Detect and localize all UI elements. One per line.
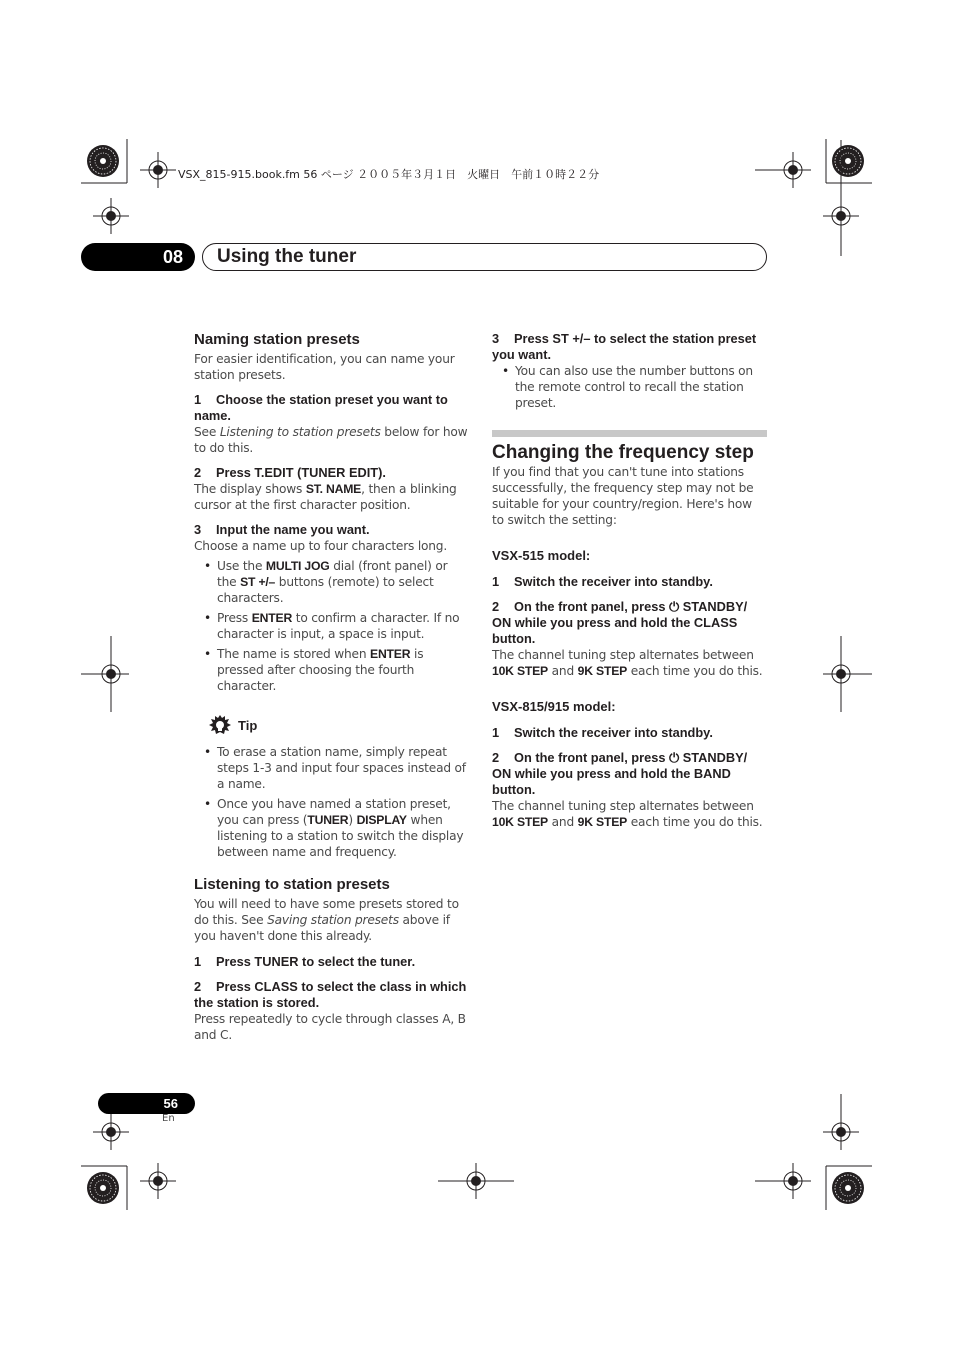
power-icon: ⏻ xyxy=(669,599,683,614)
model-815-heading: VSX-815/915 model: xyxy=(492,699,616,714)
chapter-title: Using the tuner xyxy=(202,243,767,271)
naming-bullets xyxy=(194,558,468,694)
tip-lightbulb-icon xyxy=(208,714,232,738)
list-item: • Use the MULTI JOG dial (front panel) or the ST +/– buttons (remote) to select characters. xyxy=(194,558,468,606)
listening-step-2-body: Press repeatedly to cycle through classes A, B and C. xyxy=(194,1012,466,1042)
model-815-step-2: 2 On the front panel, press ⏻ STANDBY/ ON while you press and hold the BAND button. xyxy=(492,750,748,797)
naming-intro: For easier identification, you can name your station presets. xyxy=(194,352,455,382)
preset-step-3: 3 Press ST +/– to select the station preset you want. xyxy=(492,331,757,362)
model-815-step-2-body: The channel tuning step alternates between 10K STEP and 9K STEP each time you do this. xyxy=(492,799,763,829)
section-rule xyxy=(492,430,767,437)
list-item: • The name is stored when ENTER is pressed after choosing the fourth character. xyxy=(194,646,468,694)
preset-step-3-bullets xyxy=(492,363,766,411)
naming-step-3: 3 Input the name you want. xyxy=(194,522,370,537)
section-heading-naming: Naming station presets xyxy=(194,331,360,348)
print-header: VSX_815-915.book.fm 56 ページ ２００５年３月１日 火曜日 午前１０時２２分 xyxy=(178,168,600,181)
right-column xyxy=(492,331,766,830)
section-heading-listening: Listening to station presets xyxy=(194,876,390,893)
naming-step-2: 2 Press T.EDIT (TUNER EDIT). xyxy=(194,465,386,480)
listening-step-1: 1 Press TUNER to select the tuner. xyxy=(194,954,416,969)
naming-step-3-body: Choose a name up to four characters long. xyxy=(194,539,448,553)
page-number: 56 xyxy=(98,1093,195,1114)
star-target-icon xyxy=(832,145,864,177)
naming-step-1-body: See Listening to station presets below for how to do this. xyxy=(194,425,468,455)
model-515-step-2-body: The channel tuning step alternates between 10K STEP and 9K STEP each time you do this. xyxy=(492,648,763,678)
listening-intro: You will need to have some presets stored to do this. See Saving station presets above if you haven't done this already. xyxy=(194,897,459,943)
power-icon: ⏻ xyxy=(669,750,683,765)
star-target-icon xyxy=(87,1172,119,1204)
list-item: • To erase a station name, simply repeat steps 1-3 and input four spaces instead of a name. xyxy=(194,744,468,792)
model-815-step-1: 1 Switch the receiver into standby. xyxy=(492,725,713,740)
chapter-number: 08 xyxy=(81,243,195,271)
tip-header xyxy=(194,714,468,738)
left-column xyxy=(194,331,468,1043)
model-515-step-2: 2 On the front panel, press ⏻ STANDBY/ ON while you press and hold the CLASS button. xyxy=(492,599,748,646)
listening-step-2: 2 Press CLASS to select the class in which the station is stored. xyxy=(194,979,467,1010)
list-item: • Once you have named a station preset, you can press (TUNER) DISPLAY when listening to a station to switch the display between name and frequency. xyxy=(194,796,468,860)
tip-bullets xyxy=(194,744,468,860)
naming-step-2-body: The display shows ST. NAME, then a blinking cursor at the first character position. xyxy=(194,482,457,512)
model-515-step-1: 1 Switch the receiver into standby. xyxy=(492,574,713,589)
model-515-heading: VSX-515 model: xyxy=(492,548,591,563)
frequency-intro: If you find that you can't tune into stations successfully, the frequency step may not be suitable for your country/region. Here's how to switch the setting: xyxy=(492,465,754,527)
naming-step-1: 1 Choose the station preset you want to name. xyxy=(194,392,448,423)
section-heading-frequency-step: Changing the frequency step xyxy=(492,442,754,463)
list-item: • Press ENTER to confirm a character. If no character is input, a space is input. xyxy=(194,610,468,642)
tip-label: Tip xyxy=(238,718,258,733)
star-target-icon xyxy=(832,1172,864,1204)
list-item: • You can also use the number buttons on the remote control to recall the station preset. xyxy=(492,363,766,411)
language-code: En xyxy=(162,1113,175,1124)
star-target-icon xyxy=(87,145,119,177)
